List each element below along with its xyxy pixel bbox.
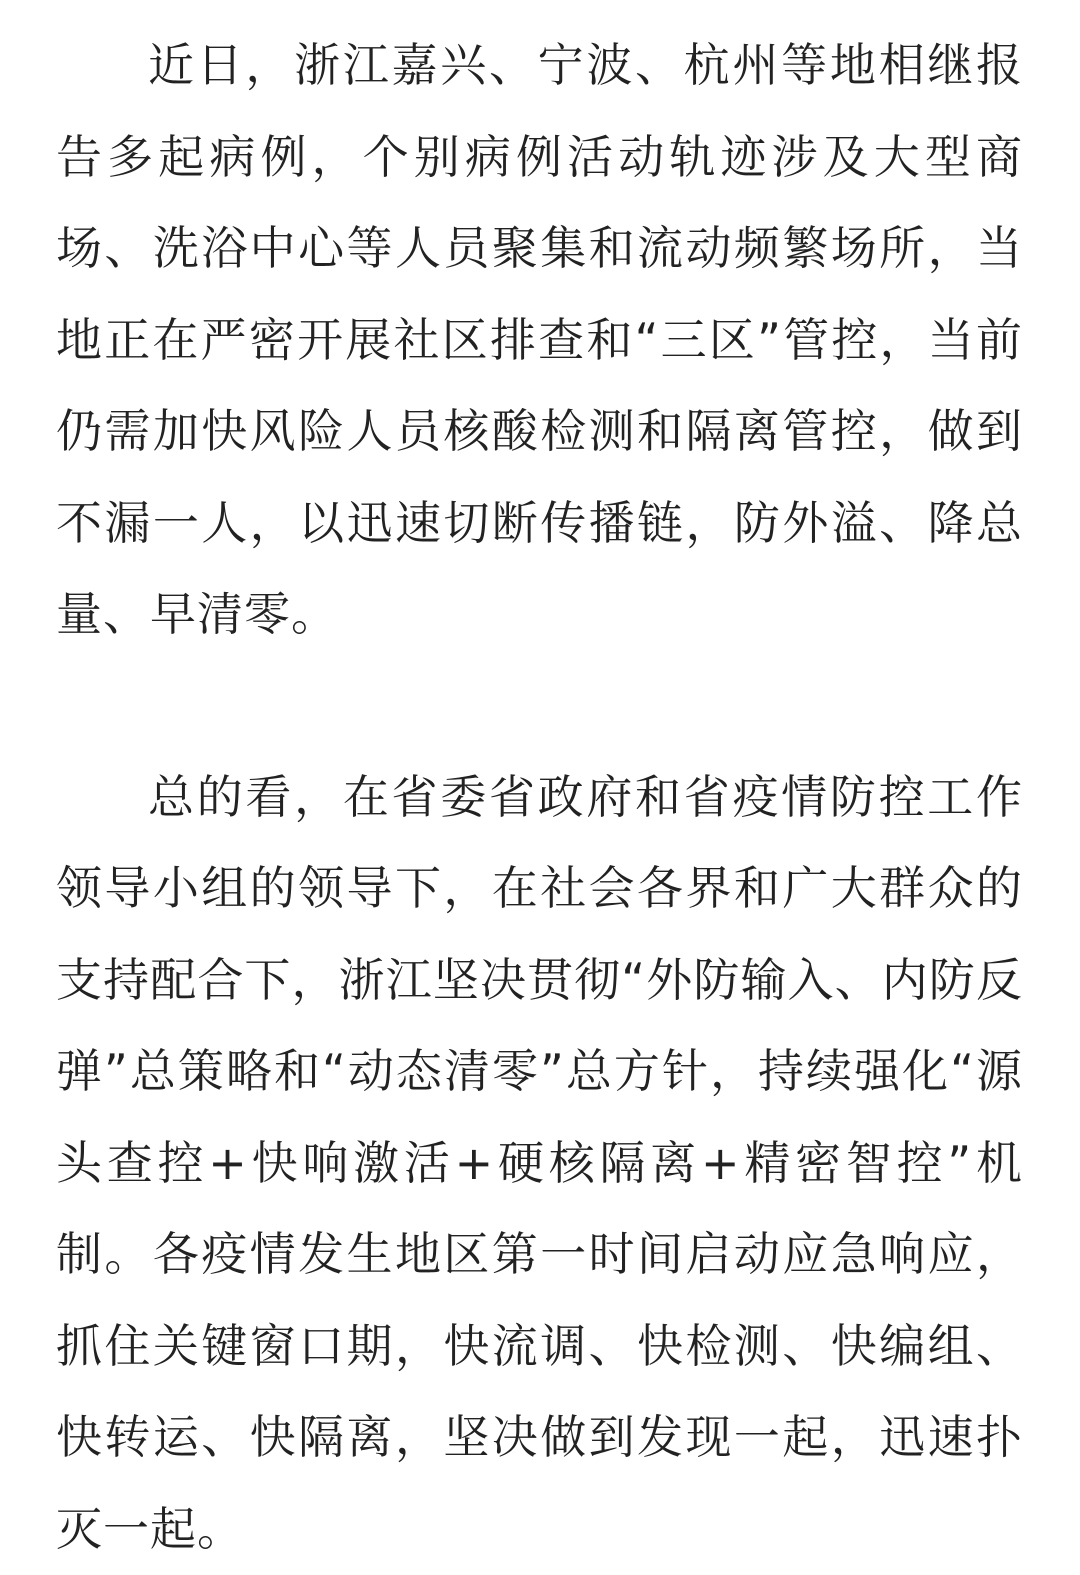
article-body (56, 20, 1023, 1575)
paragraph-prevention-summary: 总的看，在省委省政府和省疫情防控工作领导小组的领导下，在社会各界和广大群众的支持配合下，浙江坚决贯彻“外防输入、内防反弹”总策略和“动态清零”总方针，持续强化“源头查控+快响激活+硬核隔离+精密智控”机制。各疫情发生地区第一时间启动应急响应，抓住关键窗口期，快流调、快检测、快编组、快转运、快隔离，坚决做到发现一起，迅速扑灭一起。 (56, 752, 1023, 1575)
paragraph-case-report: 近日，浙江嘉兴、宁波、杭州等地相继报告多起病例，个别病例活动轨迹涉及大型商场、洗浴中心等人员聚集和流动频繁场所，当地正在严密开展社区排查和“三区”管控，当前仍需加快风险人员核酸检测和隔离管控，做到不漏一人，以迅速切断传播链，防外溢、降总量、早清零。 (56, 20, 1023, 661)
